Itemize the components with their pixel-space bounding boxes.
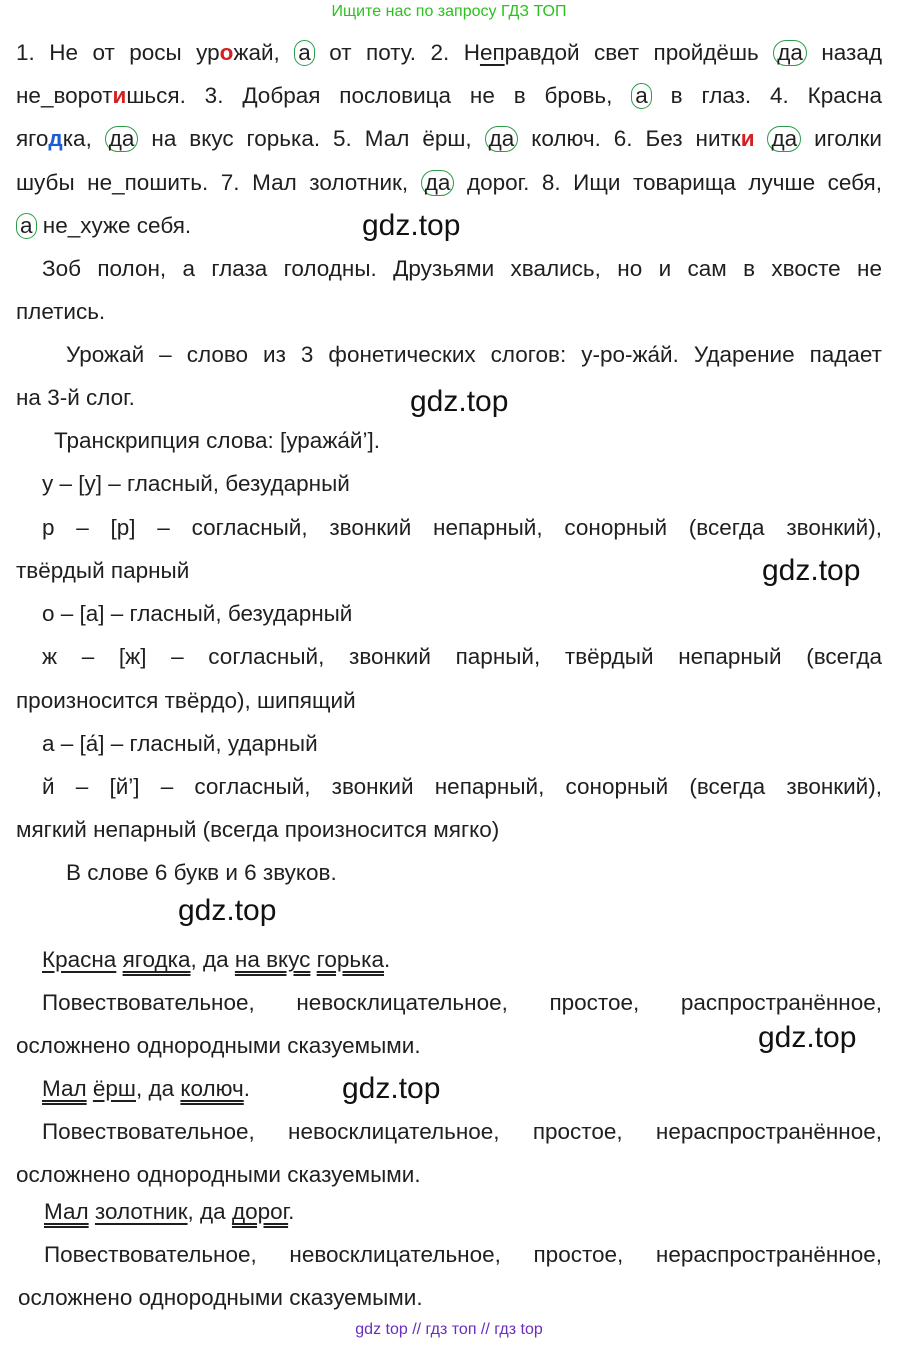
transcription-line: Транскрипция слова: [уража́й’]. [54, 428, 380, 453]
sound-line: ж – [ж] – согласный, звонкий парный, твёрдый непарный (всегда [42, 644, 882, 669]
watermark: gdz.top [410, 385, 509, 418]
circled-conjunction: да [421, 170, 455, 196]
circled-conjunction: а [631, 83, 652, 109]
sound-line: у – [у] – гласный, безударный [42, 471, 350, 496]
text: ка, [62, 126, 92, 151]
circled-conjunction: а [294, 40, 315, 66]
highlight-letter: о [219, 40, 234, 65]
sentence-analysis [44, 1198, 898, 1226]
predicate-word: колюч [180, 1076, 244, 1101]
analysis-description: осложнено однородными сказуемыми. [16, 1033, 421, 1058]
text: . [288, 1199, 295, 1224]
underlined-letters: еп [479, 40, 505, 65]
text: 1. Не от росы ур [16, 40, 220, 65]
paragraph-line: Зоб полон, а глаза голодны. Друзьями хвались, но и сам в хвосте не [42, 256, 882, 281]
predicate-word: дорог [231, 1199, 289, 1224]
text: дорог. 8. Ищи товарища лучше себя, [466, 170, 882, 195]
analysis-description: Повествовательное, невосклицательное, простое, распространённое, [42, 990, 882, 1015]
predicate-word: Мал [42, 1076, 87, 1101]
paragraph-line: на 3-й слог. [16, 385, 135, 410]
sentence-analysis [42, 1075, 898, 1103]
text: колюч. 6. Без нитк [531, 126, 741, 151]
sound-line: твёрдый парный [16, 558, 190, 583]
proverbs-line-1 [16, 39, 882, 67]
paragraph-line: Урожай – слово из 3 фонетических слогов: у-ро-жа́й. Ударение падает [66, 342, 882, 367]
text: жай, [233, 40, 280, 65]
text: равдой свет пройдёшь [504, 40, 759, 65]
proverbs-line-3 [16, 125, 882, 153]
watermark: gdz.top [362, 209, 461, 242]
text: от поту. 2. Н [329, 40, 480, 65]
sentence-analysis [42, 946, 898, 974]
proverbs-line-4 [16, 169, 882, 197]
text: яго [16, 126, 49, 151]
text: не_ворот [16, 83, 113, 108]
top-banner: Ищите нас по запросу ГДЗ ТОП [331, 3, 567, 20]
predicate-word: на вкус [234, 947, 311, 972]
text: не_хуже себя. [42, 213, 192, 238]
subject-word: ёрш [92, 1076, 136, 1101]
text: на вкус горька. 5. Мал ёрш, [151, 126, 472, 151]
sound-line: произносится твёрдо), шипящий [16, 688, 356, 713]
text: в глаз. 4. Красна [670, 83, 882, 108]
proverbs-line-2 [16, 82, 882, 110]
analysis-description: Повествовательное, невосклицательное, простое, нераспространённое, [42, 1119, 882, 1144]
circled-conjunction: да [485, 126, 519, 152]
text: шубы не_пошить. 7. Мал золотник, [16, 170, 409, 195]
paragraph-line: плетись. [16, 299, 106, 324]
highlight-letter: и [740, 126, 755, 151]
sound-line: мягкий непарный (всегда произносится мягко) [16, 817, 500, 842]
predicate-word: Мал [44, 1199, 89, 1224]
watermark: gdz.top [758, 1021, 857, 1054]
text: назад [821, 40, 882, 65]
analysis-description: осложнено однородными сказуемыми. [18, 1285, 423, 1310]
circled-conjunction: а [16, 213, 37, 239]
sound-line: й – [й’] – согласный, звонкий непарный, сонорный (всегда звонкий), [42, 774, 882, 799]
watermark: gdz.top [342, 1072, 441, 1105]
predicate-word: ягодка [122, 947, 191, 972]
text: иголки [814, 126, 882, 151]
watermark: gdz.top [178, 894, 277, 927]
sound-line: о – [а] – гласный, безударный [42, 601, 353, 626]
predicate-word: горька [316, 947, 384, 972]
watermark: gdz.top [762, 554, 861, 587]
text: , да [187, 1199, 232, 1224]
text: шься. 3. Добрая пословица не в бровь, [126, 83, 613, 108]
sound-line: р – [р] – согласный, звонкий непарный, сонорный (всегда звонкий), [42, 515, 882, 540]
text: , да [135, 1076, 181, 1101]
analysis-description: осложнено однородными сказуемыми. [16, 1162, 421, 1187]
highlight-letter: д [48, 126, 63, 151]
circled-conjunction: да [105, 126, 139, 152]
sound-line: а – [а́] – гласный, ударный [42, 731, 318, 756]
circled-conjunction: да [767, 126, 801, 152]
subject-word: золотник [94, 1199, 188, 1224]
subject-word: Красна [42, 947, 117, 972]
text: . [243, 1076, 251, 1101]
summary-line: В слове 6 букв и 6 звуков. [66, 860, 337, 885]
footer-watermark: gdz top // гдз топ // гдз top [355, 1321, 543, 1338]
text: . [384, 947, 391, 972]
analysis-description: Повествовательное, невосклицательное, простое, нераспространённое, [44, 1242, 882, 1267]
highlight-letter: и [112, 83, 127, 108]
circled-conjunction: да [773, 40, 807, 66]
text: , да [190, 947, 235, 972]
